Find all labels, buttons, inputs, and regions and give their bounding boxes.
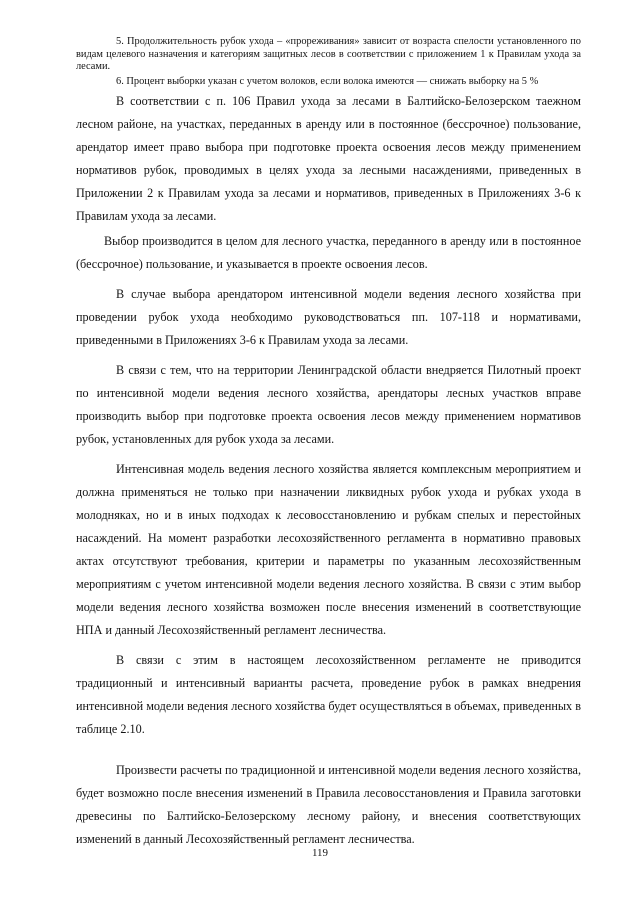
paragraph-regulation: В связи с этим в настоящем лесохозяйственном регламенте не приводится традиционный и интенсивный варианты расчета, проведение рубок в рамках внедрения интенсивной модели ведения лесного хозяйства будет осуществляться в объемах, приведенных в таблице 2.10.	[76, 653, 581, 737]
paragraph-intensive-model: В случае выбора арендатором интенсивной модели ведения лесного хозяйства при проведении рубок ухода необходимо руководствоваться пп. 107-118 и нормативами, приведенными в Приложениях 3-6 к Правилам ухода за лесами.	[76, 287, 581, 348]
paragraph-complex-measure: Интенсивная модель ведения лесного хозяйства является комплексным мероприятием и должна применяться не только при назначении ликвидных рубок ухода и рубках ухода в молодняках, но и в иных подходах к лесовосстановлению и рубкам спелых и перестойных насаждений. На момент разработки лесохозяйственного регламента в нормативно правовых актах отсутствуют требования, критерии и параметры по указанным лесохозяйственным мероприятиям с учетом интенсивной модели ведения лесного хозяйства. В связи с этим выбор модели ведения лесного хозяйства возможен после внесения изменений в соответствующие НПА и данный Лесохозяйственный регламент лесничества.	[76, 462, 581, 638]
footnote-5: 5. Продолжительность рубок ухода – «прореживания» зависит от возраста спелости установленного по видам целевого назначения и категориям защитных лесов в соответствии с приложением 1 к Правилам ухода за лесами.	[76, 36, 581, 73]
footnote-6: 6. Процент выборки указан с учетом волоков, если волока имеются — снижать выборку на 5 %	[116, 75, 539, 87]
paragraph-calculations: Произвести расчеты по традиционной и интенсивной модели ведения лесного хозяйства, будет возможно после внесения изменений в Правила лесовосстановления и Правила заготовки древесины по Балтийско-Белозерскому лесному району, и внесения соответствующих изменений в данный Лесохозяйственный регламент лесничества.	[76, 763, 581, 847]
paragraph-choice-scope: Выбор производится в целом для лесного участка, переданного в аренду или в постоянное (бессрочное) пользование, и указывается в проекте освоения лесов.	[76, 234, 581, 272]
document-page	[76, 36, 581, 858]
page-number: 119	[311, 847, 329, 859]
paragraph-choice-right: В соответствии с п. 106 Правил ухода за лесами в Балтийско-Белозерском таежном лесном районе, на участках, переданных в аренду или в постоянное (бессрочное) пользование, арендатор имеет право выбора при подготовке проекта освоения лесов между применением нормативов рубок, проводимых в целях ухода за лесными насаждениями, приведенных в Приложении 2 к Правилам ухода за лесами и нормативов, приведенных в Приложениях 3-6 к Правилам ухода за лесами.	[76, 94, 581, 224]
paragraph-pilot-project: В связи с тем, что на территории Ленинградской области внедряется Пилотный проект по интенсивной модели ведения лесного хозяйства, арендаторы лесных участков вправе производить выбор при подготовке проекта освоения лесов между применением нормативов рубок, установленных для рубок ухода за лесами.	[76, 363, 581, 447]
